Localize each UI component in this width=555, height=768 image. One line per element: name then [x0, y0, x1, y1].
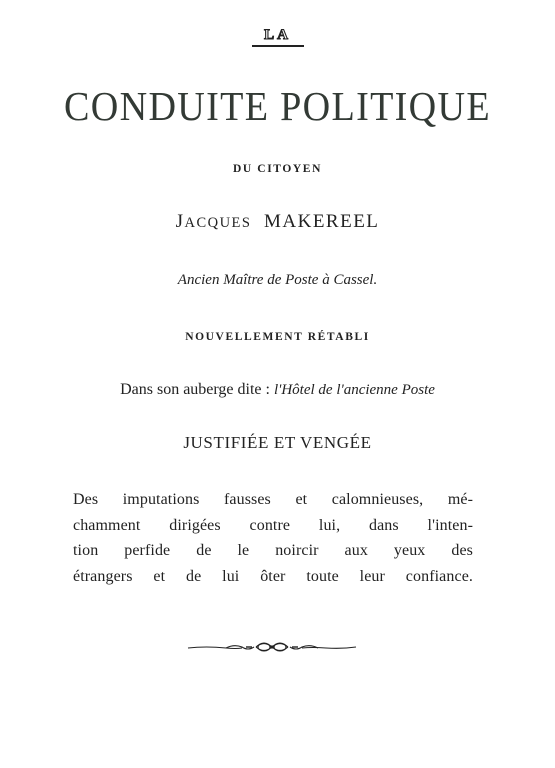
reinstated-label: NOUVELLEMENT RÉTABLI: [185, 331, 370, 343]
justified-heading: JUSTIFIÉE ET VENGÉE: [183, 433, 372, 452]
inn-name: l'Hôtel de l'ancienne Poste: [273, 382, 435, 398]
description-paragraph: [73, 487, 473, 589]
name-first-rest: ACQUES: [184, 215, 252, 231]
paragraph-line: chamment dirigées contre lui, dans l'inten-: [73, 516, 473, 534]
kicker-la: LA: [264, 27, 291, 43]
main-title: CONDUITE POLITIQUE: [64, 83, 491, 129]
paragraph-line: Des imputations fausses et calomnieuses, mé-: [73, 491, 473, 508]
kicker-underline: [252, 45, 304, 47]
citizen-name: [0, 211, 555, 233]
former-role: Ancien Maître de Poste à Cassel.: [177, 272, 378, 288]
name-last: MAKEREEL: [263, 211, 380, 232]
name-first-initial: J: [175, 211, 185, 232]
du-citoyen-label: DU CITOYEN: [233, 163, 322, 175]
paragraph-line: étrangers et de lui ôter toute leur confiance.: [73, 567, 473, 585]
inn-prefix: Dans son auberge dite :: [120, 381, 274, 398]
inn-line: [0, 381, 555, 399]
ornament-divider-icon: [186, 638, 358, 656]
paragraph-line: tion perfide de le noircir aux yeux des: [73, 542, 473, 559]
